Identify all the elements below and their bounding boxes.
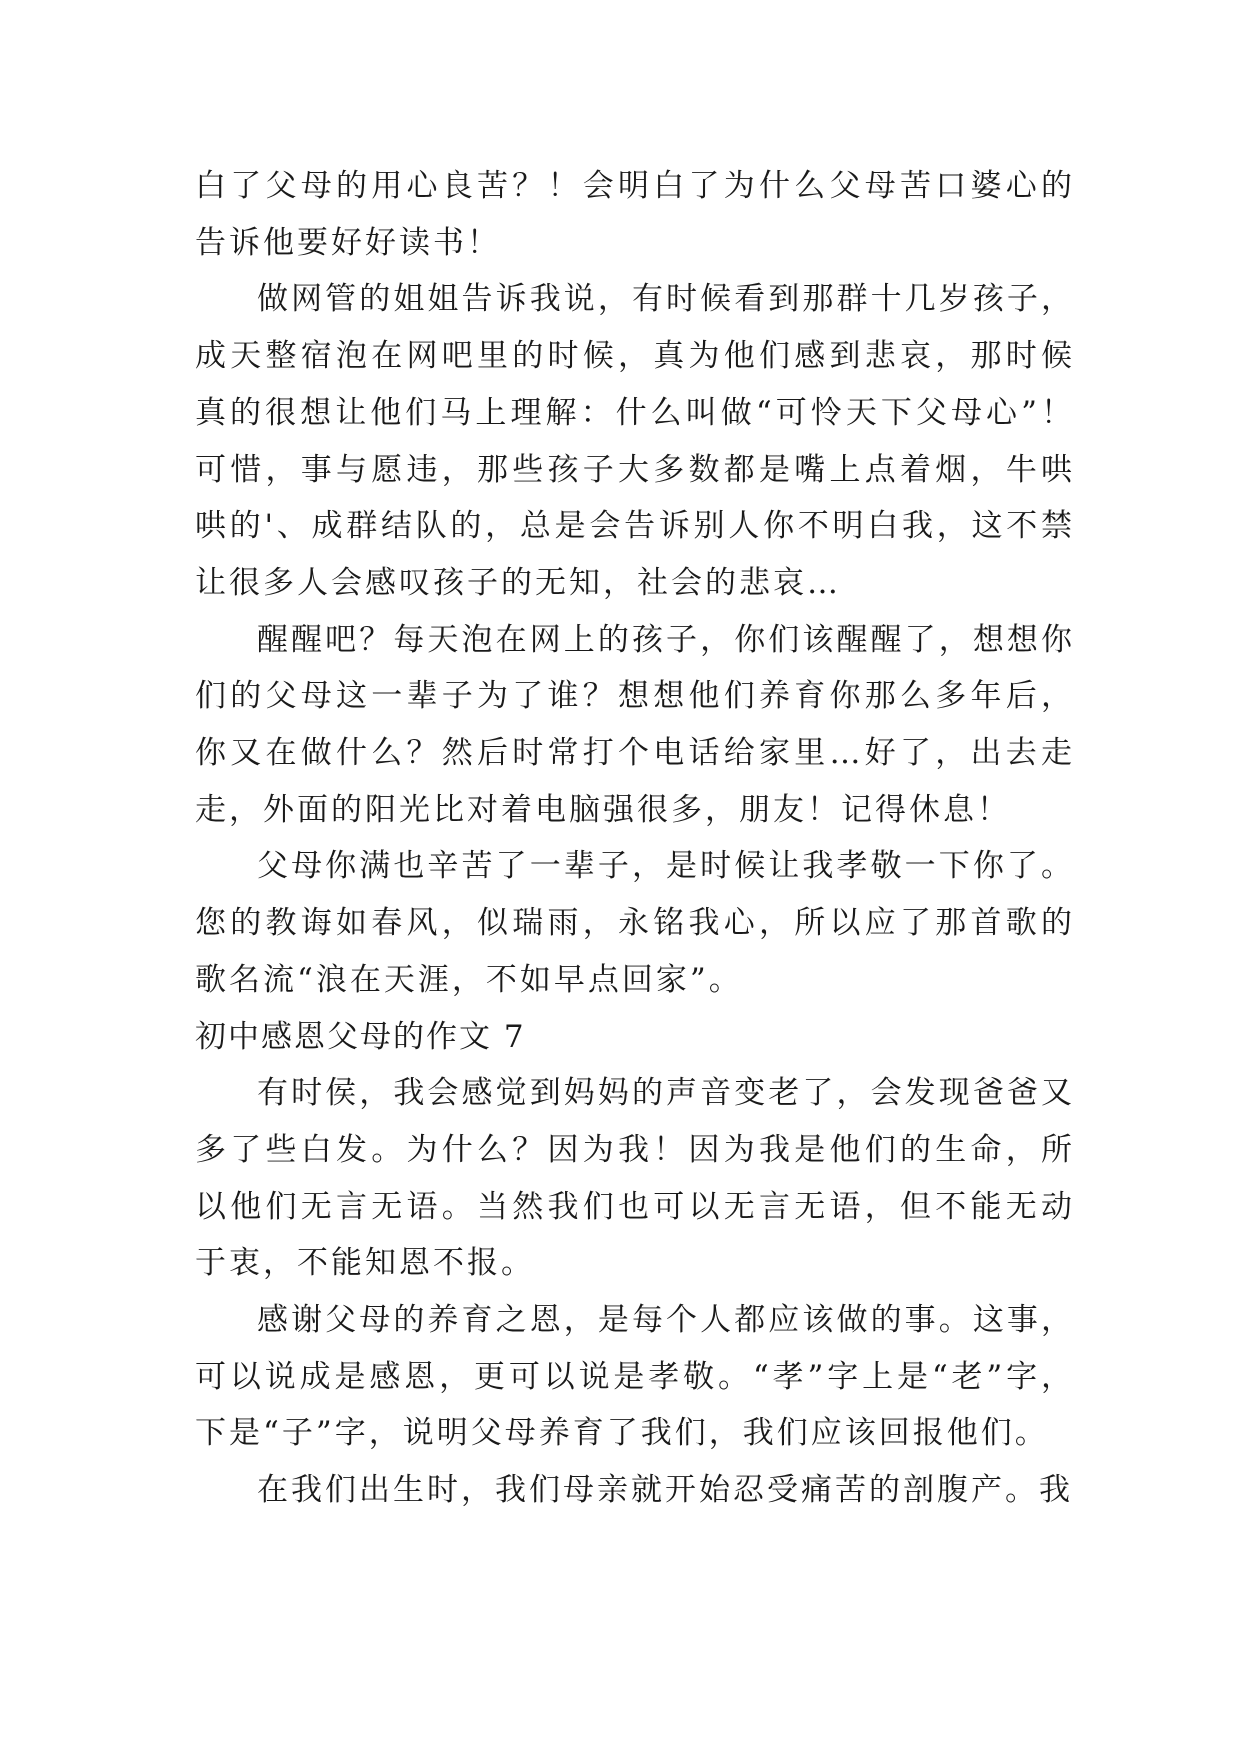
section-heading: 初中感恩父母的作文 7 bbox=[195, 1018, 526, 1055]
paragraph: 做网管的姐姐告诉我说，有时候看到那群十几岁孩子，成天整宿泡在网吧里的时候，真为他们感到悲哀，那时候真的很想让他们马上理解：什么叫做“可怜天下父母心”！可惜，事与愿违，那些孩子大多数都是嘴上点着烟，牛哄哄的'、成群结队的，总是会告诉别人你不明白我，这不禁让很多人会感叹孩子的无知，社会的悲哀… bbox=[195, 281, 1075, 601]
paragraph: 白了父母的用心良苦？！会明白了为什么父母苦口婆心的告诉他要好好读书！ bbox=[195, 168, 1075, 261]
paragraph: 有时侯，我会感觉到妈妈的声音变老了，会发现爸爸又多了些白发。为什么？因为我！因为我是他们的生命，所以他们无言无语。当然我们也可以无言无语，但不能无动于衷，不能知恩不报。 bbox=[195, 1075, 1075, 1282]
paragraph: 醒醒吧？每天泡在网上的孩子，你们该醒醒了，想想你们的父母这一辈子为了谁？想想他们养育你那么多年后，你又在做什么？然后时常打个电话给家里…好了，出去走走，外面的阳光比对着电脑强很多，朋友！记得休息！ bbox=[195, 621, 1075, 828]
paragraph: 父母你满也辛苦了一辈子，是时候让我孝敬一下你了。您的教诲如春风，似瑞雨，永铭我心，所以应了那首歌的歌名流“浪在天涯，不如早点回家”。 bbox=[195, 848, 1075, 998]
paragraph: 感谢父母的养育之恩，是每个人都应该做的事。这事，可以说成是感恩，更可以说是孝敬。“孝”字上是“老”字，下是“子”字，说明父母养育了我们，我们应该回报他们。 bbox=[195, 1302, 1075, 1452]
paragraph: 在我们出生时，我们母亲就开始忍受痛苦的剖腹产。我 bbox=[257, 1472, 1073, 1509]
document-body bbox=[195, 158, 1075, 1519]
